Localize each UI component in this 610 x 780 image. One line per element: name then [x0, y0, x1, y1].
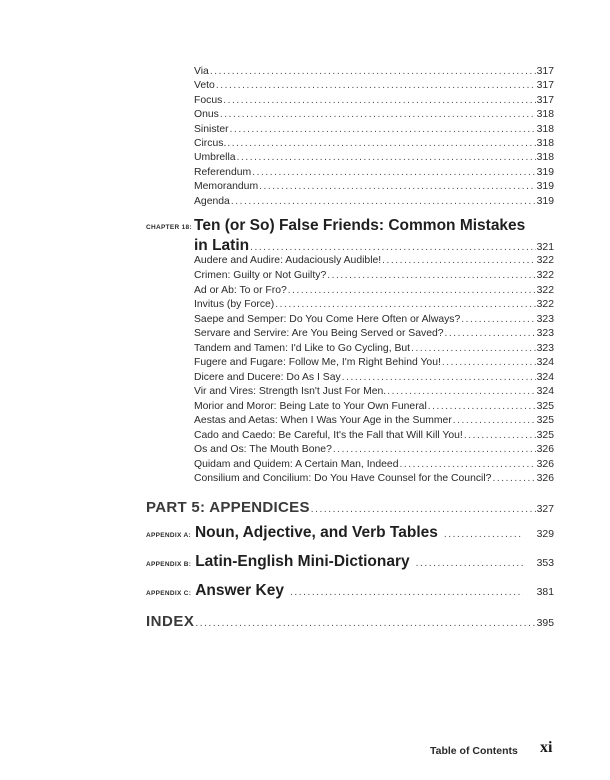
appendix-label: APPENDIX B: [146, 561, 192, 568]
toc-entry [194, 386, 554, 400]
toc-entry-page: 317 [536, 80, 554, 91]
chapter-label: CHAPTER 18: [146, 224, 192, 231]
dot-leader [275, 299, 535, 310]
dot-leader [453, 415, 536, 426]
dot-leader [342, 372, 536, 383]
toc-entry-title: Servare and Servire: Are You Being Served or Saved? [194, 328, 444, 339]
dot-leader [311, 504, 536, 515]
part-title: PART 5: APPENDICES [146, 499, 310, 516]
toc-entry-sinister [194, 124, 554, 138]
toc-entry-page: 323 [536, 343, 554, 354]
toc-entry-onus [194, 109, 554, 123]
toc-entry-title: Fugere and Fugare: Follow Me, I'm Right Behind You! [194, 357, 441, 368]
toc-entry-via [194, 66, 554, 80]
index-row [146, 613, 554, 633]
dot-leader [327, 270, 535, 281]
dot-leader [220, 109, 536, 120]
appendix-title: Answer Key [195, 582, 284, 599]
toc-entry-page: 322 [536, 285, 554, 296]
chapter-page: 321 [536, 242, 554, 253]
toc-entry-page: 319 [536, 167, 554, 178]
part-page: 327 [536, 504, 554, 515]
dot-leader [444, 529, 523, 540]
toc-entry-title: Agenda [194, 196, 230, 207]
appendix-page: 381 [536, 587, 554, 598]
toc-entry-title: Circus. [194, 138, 227, 149]
appendix-page: 353 [536, 558, 554, 569]
dot-leader [216, 80, 536, 91]
dot-leader [461, 314, 535, 325]
footer-page-number: xi [540, 739, 553, 756]
toc-entry-title: Sinister [194, 124, 229, 135]
toc-entry [194, 401, 554, 415]
toc-entry [194, 430, 554, 444]
appendix-page: 329 [536, 529, 554, 540]
appendix-row [146, 524, 554, 546]
appendix-title: Noun, Adjective, and Verb Tables [194, 524, 438, 541]
toc-entry-page: 325 [536, 401, 554, 412]
toc-entry-page: 322 [536, 299, 554, 310]
toc-entry-page: 323 [536, 328, 554, 339]
index-page: 395 [536, 618, 554, 629]
dot-leader [210, 66, 536, 77]
dot-leader [411, 343, 536, 354]
toc-entry-title: Veto [194, 80, 215, 91]
toc-entry-page: 324 [536, 386, 554, 397]
dot-leader [428, 401, 536, 412]
appendix-label: APPENDIX C: [146, 590, 192, 597]
dot-leader [387, 386, 535, 397]
toc-entry-title: Focus [194, 95, 223, 106]
toc-entry-page: 322 [536, 255, 554, 266]
dot-leader [237, 152, 536, 163]
toc-entry-circus [194, 138, 554, 152]
appendix-row [146, 582, 554, 604]
toc-entry-title: Audere and Audire: Audaciously Audible! [194, 255, 382, 266]
chapter-title-line2: in Latin [194, 237, 250, 254]
toc-entry-referendum [194, 167, 554, 181]
toc-entry-title: Aestas and Aetas: When I Was Your Age in the Summer [194, 415, 452, 426]
footer-running-head: Table of Contents [430, 745, 518, 757]
toc-entry-title: Onus [194, 109, 219, 120]
toc-entry [194, 444, 554, 458]
dot-leader [252, 167, 535, 178]
dot-leader [382, 255, 535, 266]
toc-entry-title: Invitus (by Force) [194, 299, 275, 310]
toc-entry-title: Referendum [194, 167, 252, 178]
dot-leader [442, 357, 536, 368]
toc-entry-page: 323 [536, 314, 554, 325]
toc-entry-title: Umbrella [194, 152, 236, 163]
toc-entry-page: 326 [536, 473, 554, 484]
appendix-label: APPENDIX A: [146, 532, 191, 539]
toc-entry [194, 415, 554, 429]
toc-entry [194, 270, 554, 284]
dot-leader [195, 618, 535, 629]
toc-entry-title: Memorandum [194, 181, 259, 192]
dot-leader [223, 95, 535, 106]
toc-entry-umbrella [194, 152, 554, 166]
dot-leader [230, 124, 536, 135]
toc-entry-title: Consilium and Concilium: Do You Have Counsel for the Council? [194, 473, 492, 484]
toc-entry-page: 319 [536, 196, 554, 207]
toc-entry-page: 326 [536, 444, 554, 455]
toc-entry-title: Os and Os: The Mouth Bone? [194, 444, 332, 455]
toc-entry-title: Saepe and Semper: Do You Come Here Often or Always? [194, 314, 461, 325]
dot-leader [416, 558, 523, 569]
toc-entry-page: 319 [536, 181, 554, 192]
dot-leader [464, 430, 536, 441]
toc-entry-page: 326 [536, 459, 554, 470]
dot-leader [333, 444, 536, 455]
toc-entry [194, 328, 554, 342]
toc-entry [194, 285, 554, 299]
toc-entry-page: 324 [536, 357, 554, 368]
chapter-title-row [194, 237, 554, 257]
toc-entry-title: Cado and Caedo: Be Careful, It's the Fall that Will Kill You! [194, 430, 463, 441]
toc-entry-title: Tandem and Tamen: I'd Like to Go Cycling, But [194, 343, 411, 354]
toc-entry-page: 325 [536, 415, 554, 426]
dot-leader [492, 473, 535, 484]
toc-entry [194, 357, 554, 371]
toc-entry-page: 318 [536, 124, 554, 135]
toc-entry-focus [194, 95, 554, 109]
toc-entry [194, 473, 554, 487]
dot-leader [259, 181, 536, 192]
toc-entry-title: Ad or Ab: To or Fro? [194, 285, 287, 296]
appendix-row [146, 553, 554, 575]
toc-entry-title: Crimen: Guilty or Not Guilty? [194, 270, 327, 281]
toc-entry-page: 322 [536, 270, 554, 281]
index-title: INDEX [146, 613, 195, 630]
toc-entry-title: Morior and Moror: Being Late to Your Own Funeral [194, 401, 427, 412]
dot-leader [231, 196, 536, 207]
toc-entry [194, 299, 554, 313]
toc-entry-page: 317 [536, 95, 554, 106]
toc-entry-veto [194, 80, 554, 94]
toc-entry-title: Dicere and Ducere: Do As I Say [194, 372, 341, 383]
dot-leader [250, 242, 536, 253]
dot-leader [227, 138, 535, 149]
toc-entry-title: Via [194, 66, 209, 77]
toc-entry [194, 459, 554, 473]
toc-entry-title: Quidam and Quidem: A Certain Man, Indeed [194, 459, 399, 470]
appendix-title: Latin-English Mini-Dictionary [195, 553, 410, 570]
toc-entry-page: 317 [536, 66, 554, 77]
toc-entry-page: 318 [536, 152, 554, 163]
toc-entry-memorandum [194, 181, 554, 195]
part-heading-row [146, 499, 554, 519]
toc-entry [194, 255, 554, 269]
toc-entry-page: 318 [536, 138, 554, 149]
toc-entry [194, 314, 554, 328]
toc-entry [194, 343, 554, 357]
dot-leader [290, 587, 523, 598]
dot-leader [288, 285, 536, 296]
toc-entry-page: 324 [536, 372, 554, 383]
toc-entry-title: Vir and Vires: Strength Isn't Just For Men. [194, 386, 387, 397]
dot-leader [445, 328, 536, 339]
toc-entry-page: 318 [536, 109, 554, 120]
toc-entry [194, 372, 554, 386]
toc-entry-agenda [194, 196, 554, 210]
toc-entry-page: 325 [536, 430, 554, 441]
chapter-title-line1: Ten (or So) False Friends: Common Mistakes [194, 217, 526, 234]
dot-leader [399, 459, 535, 470]
